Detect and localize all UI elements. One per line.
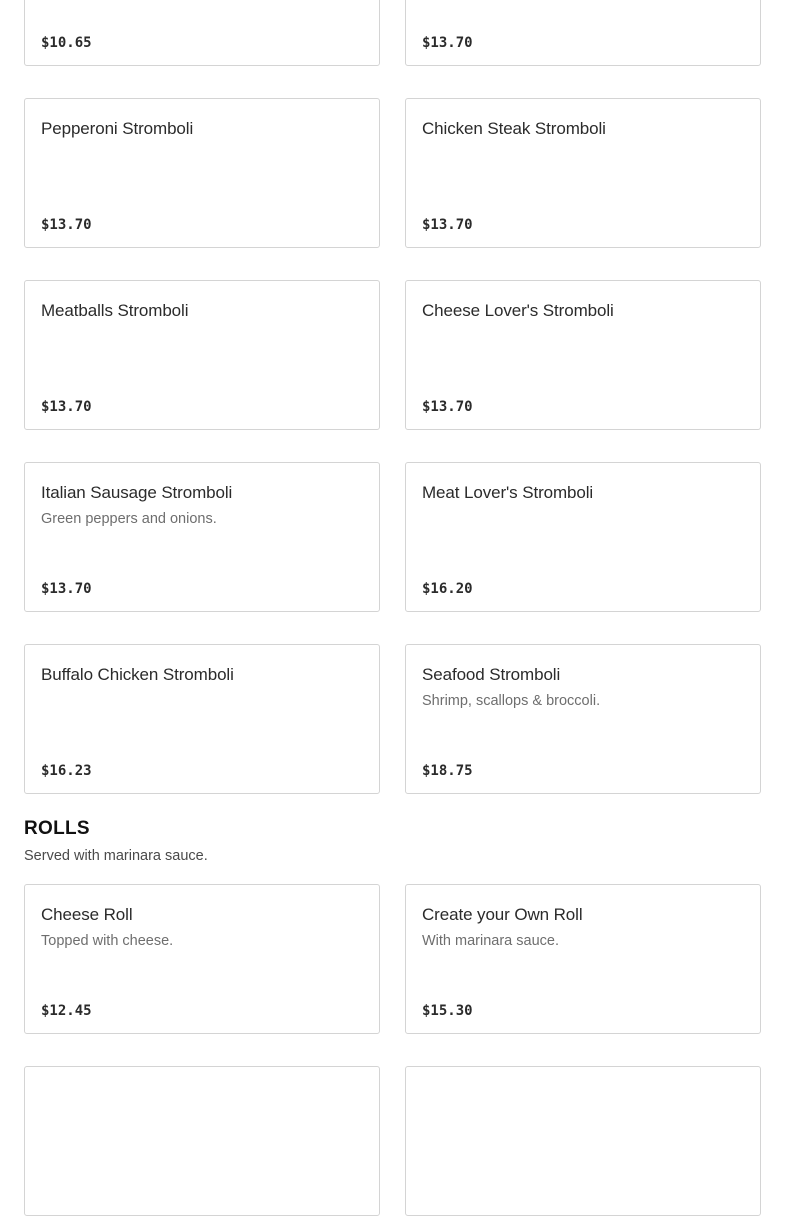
item-price: $13.70	[41, 399, 92, 415]
menu-item-card[interactable]	[24, 644, 380, 794]
menu-item-card[interactable]	[405, 644, 761, 794]
item-description: Topped with cheese.	[41, 933, 174, 949]
item-price: $18.75	[422, 763, 473, 779]
item-price: $13.70	[422, 399, 473, 415]
item-description: With marinara sauce.	[422, 933, 559, 949]
menu-item-card[interactable]	[405, 462, 761, 612]
menu-item-card[interactable]	[405, 1066, 761, 1216]
item-name: Meat Lover's Stromboli	[422, 483, 594, 502]
item-name: Create your Own Roll	[422, 905, 583, 924]
menu-item-card[interactable]	[405, 884, 761, 1034]
menu-item-card[interactable]	[405, 98, 761, 248]
item-price: $13.70	[422, 35, 473, 51]
item-description: Shrimp, scallops & broccoli.	[422, 693, 601, 709]
item-name: Meatballs Stromboli	[41, 301, 189, 320]
menu-item-card[interactable]	[24, 0, 380, 66]
item-price: $13.70	[41, 581, 92, 597]
item-name: Cheese Lover's Stromboli	[422, 301, 614, 320]
menu-item-card[interactable]	[24, 462, 380, 612]
item-price: $13.70	[41, 217, 92, 233]
item-price: $16.23	[41, 763, 92, 779]
menu-item-card[interactable]	[24, 280, 380, 430]
menu-item-card[interactable]	[405, 280, 761, 430]
item-price: $13.70	[422, 217, 473, 233]
item-name: Chicken Steak Stromboli	[422, 119, 606, 138]
menu-item-card[interactable]	[24, 1066, 380, 1216]
section-subtitle: Served with marinara sauce.	[24, 848, 208, 864]
menu-item-card[interactable]	[405, 0, 761, 66]
item-name: Seafood Stromboli	[422, 665, 561, 684]
item-name: Cheese Roll	[41, 905, 133, 924]
item-price: $12.45	[41, 1003, 92, 1019]
item-price: $10.65	[41, 35, 92, 51]
item-name: Italian Sausage Stromboli	[41, 483, 233, 502]
item-description: Green peppers and onions.	[41, 511, 217, 527]
section-title: ROLLS	[24, 818, 90, 839]
item-price: $16.20	[422, 581, 473, 597]
item-price: $15.30	[422, 1003, 473, 1019]
menu-item-card[interactable]	[24, 98, 380, 248]
item-name: Buffalo Chicken Stromboli	[41, 665, 234, 684]
item-name: Pepperoni Stromboli	[41, 119, 194, 138]
menu-item-card[interactable]	[24, 884, 380, 1034]
